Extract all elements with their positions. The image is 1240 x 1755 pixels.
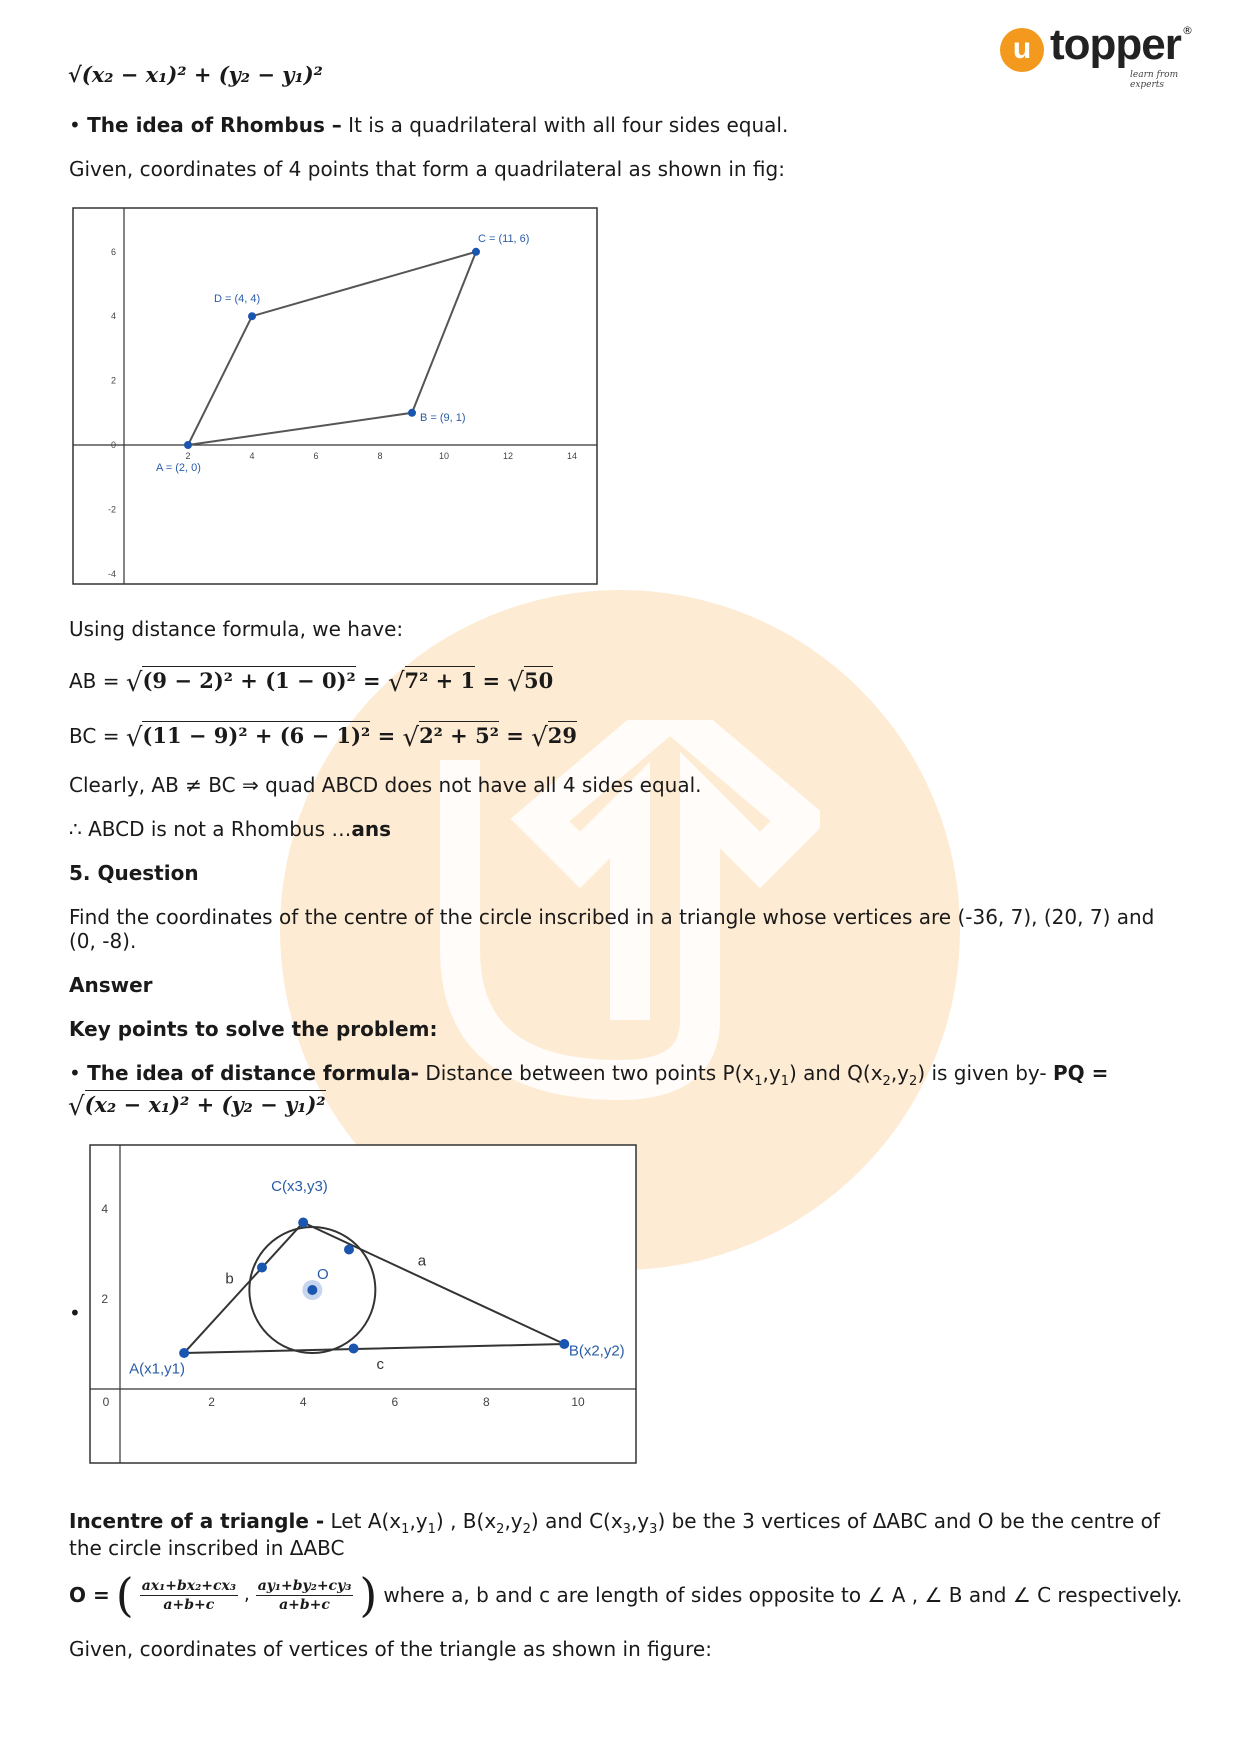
logo-reg: ® bbox=[1182, 24, 1193, 37]
tangent-point-point bbox=[344, 1245, 354, 1255]
distance-formula-idea: • The idea of distance formula- Distance between two points $P(x_1,y_1)$ and $Q(x_2,y_2)$ is given by- PQ = bbox=[69, 1061, 1109, 1089]
x-tick-label: 10 bbox=[571, 1395, 585, 1409]
question-5-text-line2: (0, -8). bbox=[69, 929, 137, 953]
x-tick-label: 4 bbox=[249, 451, 255, 461]
logo-tagline: learn from experts bbox=[1130, 70, 1179, 90]
figure-frame bbox=[90, 1145, 636, 1463]
question-5-heading: 5. Question bbox=[69, 861, 199, 885]
vertex-a-point bbox=[179, 1348, 189, 1358]
using-distance: Using distance formula, we have: bbox=[69, 617, 404, 641]
x-tick-label: 0 bbox=[102, 1395, 110, 1409]
x-tick-label: 6 bbox=[391, 1395, 399, 1409]
y-tick-label: 2 bbox=[101, 1292, 108, 1306]
x-tick-label: 2 bbox=[185, 451, 191, 461]
vertex-label: B = (9, 1) bbox=[420, 411, 466, 424]
y-tick-label: -2 bbox=[107, 504, 116, 515]
fraction-y: $\frac{\text{ay₁+by₂+cy₃}}{a+b+c}$ bbox=[257, 1577, 352, 1613]
y-tick-label: 2 bbox=[110, 375, 116, 386]
question-5-text-line1: Find the coordinates of the centre of the circle inscribed in a triangle whose vertices are (-36, 7), (20, 7) and bbox=[69, 905, 1155, 929]
given-quadrilateral: Given, coordinates of 4 points that form a quadrilateral as shown in fig: bbox=[69, 157, 785, 181]
incenter-point bbox=[307, 1285, 317, 1295]
therefore-statement: ∴ ABCD is not a Rhombus …ans bbox=[69, 817, 391, 841]
vertex-c-point bbox=[298, 1218, 308, 1228]
side-b-label: b bbox=[225, 1270, 234, 1288]
x-tick-label: 10 bbox=[438, 451, 450, 461]
y-tick-label: 0 bbox=[110, 440, 116, 450]
logo-u-icon: u bbox=[1000, 28, 1044, 72]
logo bbox=[1000, 20, 1200, 90]
incentre-definition: Incentre of a triangle - Let $A(x_1,y_1)$ , $B(x_2,y_2)$ and $C(x_3,y_3)$ be the 3 vertices of ΔABC and O be the centre of bbox=[69, 1509, 1160, 1537]
y-tick-label: -4 bbox=[107, 568, 116, 579]
given-triangle: Given, coordinates of vertices of the triangle as shown in figure: bbox=[69, 1637, 712, 1661]
x-tick-label: 6 bbox=[313, 451, 319, 461]
incentre-formula: O = ( $\frac{\text{ax₁+bx₂+cx₃}}{a+b+c}$ , $\frac{\text{ay₁+by₂+cy₃}}{a+b+c}$ ) where a, b and c are length of sides opposite to ∠ A , ∠ B and ∠ C respectively. bbox=[69, 1568, 1183, 1622]
bc-equation: BC = √(11 − 9)² + (6 − 1)² = √2² + 5² = √29 bbox=[69, 723, 577, 753]
quadrilateral-figure bbox=[70, 205, 600, 587]
distance-formula-2: √(x₂ − x₁)² + (y₂ − y₁)² bbox=[68, 1092, 326, 1122]
vertex-label: D = (4, 4) bbox=[214, 293, 261, 306]
x-tick-label: 8 bbox=[377, 451, 383, 461]
vertex-a-label: A(x1,y1) bbox=[129, 1360, 186, 1378]
x-tick-label: 8 bbox=[483, 1395, 490, 1409]
ab-equation: AB = √(9 − 2)² + (1 − 0)² = √7² + 1 = √50 bbox=[69, 668, 554, 698]
incircle-triangle-figure bbox=[88, 1143, 648, 1468]
figure-frame bbox=[73, 208, 597, 584]
vertex-b-point bbox=[559, 1339, 569, 1349]
vertex-point bbox=[472, 248, 480, 256]
y-tick-label: 6 bbox=[110, 246, 116, 257]
logo-brand: topper bbox=[1050, 20, 1181, 69]
vertex-b-label: B(x2,y2) bbox=[568, 1342, 625, 1360]
distance-formula-1: √(x₂ − x₁)² + (y₂ − y₁)² bbox=[68, 62, 323, 87]
x-tick-label: 4 bbox=[299, 1395, 307, 1409]
tangent-point-point bbox=[349, 1344, 359, 1354]
key-points-heading: Key points to solve the problem: bbox=[69, 1017, 438, 1041]
rhombus-idea: • The idea of Rhombus – It is a quadrilateral with all four sides equal. bbox=[69, 113, 789, 137]
vertex-point bbox=[248, 312, 256, 320]
vertex-point bbox=[184, 441, 192, 449]
y-tick-label: 4 bbox=[101, 1202, 108, 1216]
side-a-label: a bbox=[417, 1252, 427, 1270]
clearly-statement: Clearly, AB ≠ BC ⇒ quad ABCD does not have all 4 sides equal. bbox=[69, 773, 702, 797]
vertex-label: C = (11, 6) bbox=[478, 232, 530, 245]
side-c-label: c bbox=[376, 1355, 384, 1373]
x-tick-label: 2 bbox=[208, 1395, 215, 1409]
vertex-c-label: C(x3,y3) bbox=[271, 1178, 328, 1195]
answer-heading: Answer bbox=[69, 973, 153, 997]
incentre-definition-line2: the circle inscribed in ΔABC bbox=[69, 1536, 345, 1560]
y-tick-label: 4 bbox=[110, 311, 116, 322]
x-tick-label: 12 bbox=[502, 451, 514, 461]
incenter-label: O bbox=[316, 1265, 329, 1283]
figure-2-bullet: • bbox=[69, 1301, 81, 1325]
vertex-point bbox=[408, 409, 416, 417]
tangent-point-point bbox=[257, 1263, 267, 1273]
x-tick-label: 14 bbox=[566, 451, 578, 461]
vertex-label: A = (2, 0) bbox=[156, 462, 201, 474]
fraction-x: $\frac{\text{ax₁+bx₂+cx₃}}{a+b+c}$ bbox=[141, 1577, 236, 1613]
